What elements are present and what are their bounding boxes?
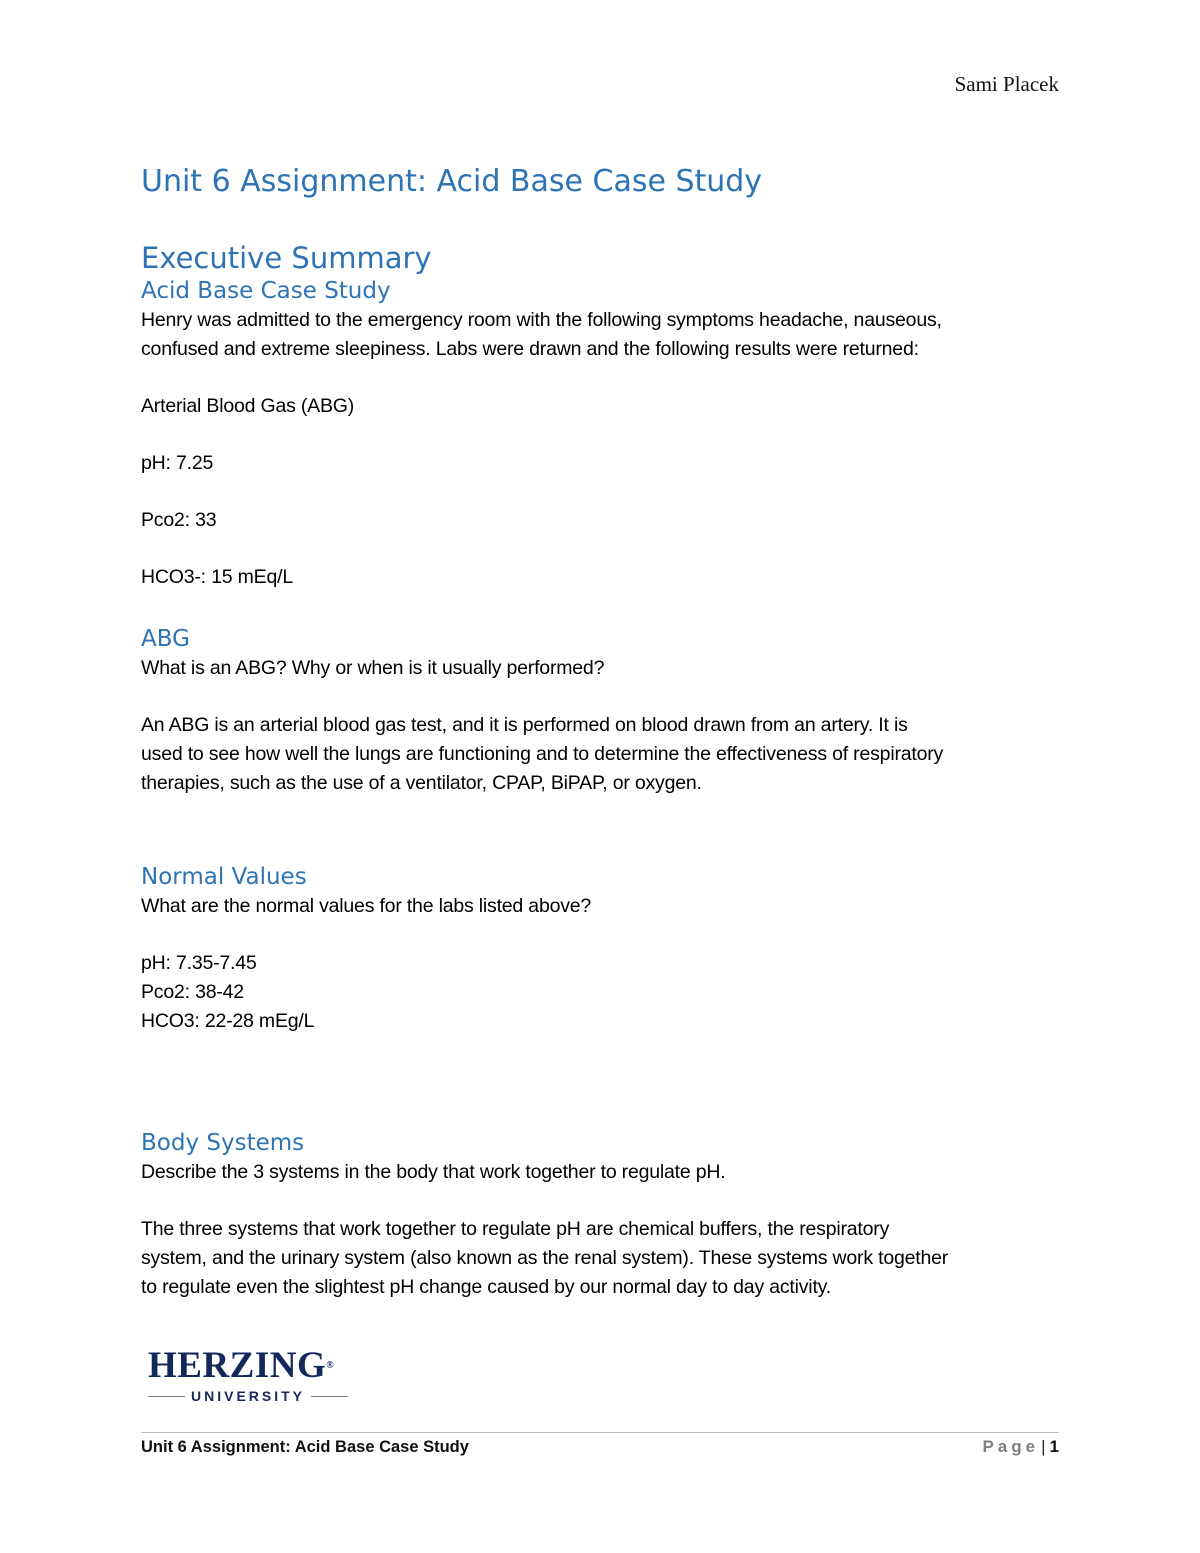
intro-line-1: Henry was admitted to the emergency room with the following symptoms headache, nauseous,: [141, 309, 942, 331]
document-title: Unit 6 Assignment: Acid Base Case Study: [141, 164, 763, 199]
registered-mark: ®: [326, 1360, 335, 1371]
case-study-subheading: Acid Base Case Study: [141, 278, 391, 304]
footer-title: Unit 6 Assignment: Acid Base Case Study: [141, 1438, 469, 1456]
footer-page-label: Page: [982, 1437, 1040, 1456]
lab-ph: pH: 7.25: [141, 452, 214, 474]
abg-question: What is an ABG? Why or when is it usually performed?: [141, 657, 605, 679]
logo-subline: [148, 1388, 348, 1404]
footer-divider: [141, 1432, 1059, 1433]
normal-hco3: HCO3: 22-28 mEg/L: [141, 1010, 315, 1032]
abg-answer-line-2: used to see how well the lungs are functioning and to determine the effectiveness of respiratory: [141, 743, 944, 765]
normal-ph: pH: 7.35-7.45: [141, 952, 257, 974]
footer-page-number: 1: [1049, 1437, 1059, 1456]
normal-pco2: Pco2: 38-42: [141, 981, 244, 1003]
logo-subtitle: UNIVERSITY: [191, 1388, 306, 1404]
abg-heading: ABG: [141, 626, 190, 652]
logo-rule-left: [148, 1396, 185, 1397]
body-systems-answer-line-1: The three systems that work together to regulate pH are chemical buffers, the respiratory: [141, 1218, 890, 1240]
document-body: [141, 160, 1061, 1302]
intro-line-2: confused and extreme sleepiness. Labs were drawn and the following results were returned:: [141, 338, 919, 360]
footer-page-indicator: [982, 1437, 1059, 1457]
abg-answer-line-3: therapies, such as the use of a ventilator, CPAP, BiPAP, or oxygen.: [141, 772, 702, 794]
body-systems-heading: Body Systems: [141, 1130, 305, 1156]
header-author: Sami Placek: [954, 72, 1059, 96]
footer-separator: |: [1041, 1437, 1046, 1456]
body-systems-question: Describe the 3 systems in the body that work together to regulate pH.: [141, 1161, 726, 1183]
body-systems-answer-line-2: system, and the urinary system (also known as the renal system). These systems work together: [141, 1247, 949, 1269]
logo-wordmark: HERZING®: [148, 1345, 335, 1386]
logo-rule-right: [311, 1396, 348, 1397]
normal-values-heading: Normal Values: [141, 864, 307, 890]
normal-values-question: What are the normal values for the labs listed above?: [141, 895, 592, 917]
lab-hco3: HCO3-: 15 mEq/L: [141, 566, 293, 588]
abg-label: Arterial Blood Gas (ABG): [141, 395, 355, 417]
executive-summary-heading: Executive Summary: [141, 241, 432, 275]
abg-answer-line-1: An ABG is an arterial blood gas test, and it is performed on blood drawn from an artery. It is: [141, 714, 908, 736]
herzing-university-logo: [148, 1346, 348, 1404]
lab-pco2: Pco2: 33: [141, 509, 217, 531]
body-systems-answer-line-3: to regulate even the slightest pH change caused by our normal day to day activity.: [141, 1276, 831, 1298]
